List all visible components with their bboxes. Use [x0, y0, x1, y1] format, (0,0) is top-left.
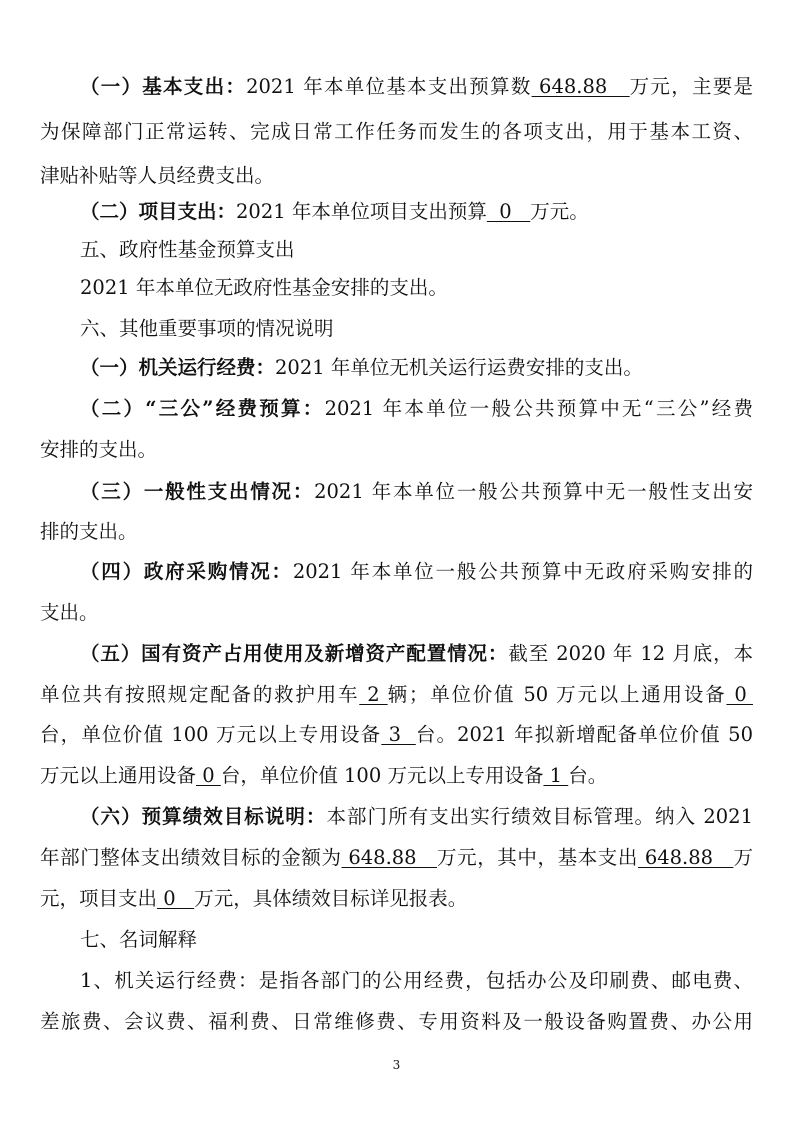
value-ambulances: 2 — [359, 683, 388, 706]
para-procurement — [80, 558, 753, 586]
text-line — [40, 762, 753, 790]
text: 本部门所有支出实行绩效目标管理。纳入 2021 — [326, 805, 753, 828]
value-performance-project: 0 — [157, 887, 195, 910]
section-heading-7: 七、名词解释 — [80, 928, 198, 951]
value-basic-amount: 648.88 — [531, 75, 630, 98]
text: 年部门整体支出绩效目标的金额为 — [40, 846, 342, 869]
text: 2021 年本单位一般公共预算中无政府采购安排的 — [292, 560, 753, 583]
text-line — [40, 721, 753, 749]
para-basic-expenditure — [80, 73, 753, 101]
text-line — [40, 844, 753, 872]
text: 2021 年本单位项目支出预算 — [236, 200, 487, 223]
text: 2021 年单位无机关运行运费安排的支出。 — [275, 356, 643, 379]
text: 台。2021 年拟新增配备单位价值 50 — [415, 723, 753, 746]
text: 元，项目支出 — [40, 887, 158, 910]
text-line: 津贴补贴等人员经费支出。 — [40, 164, 275, 187]
text: 万元，主要是 — [629, 75, 753, 98]
heading-operating-funds: （一）机关运行经费： — [80, 356, 276, 379]
heading-state-assets: （五）国有资产占用使用及新增资产配置情况： — [80, 642, 509, 665]
text-line: 支出。 — [40, 601, 99, 624]
section-heading-5: 五、政府性基金预算支出 — [80, 238, 295, 261]
para-project-expenditure — [80, 198, 753, 226]
page-number: 3 — [392, 1058, 401, 1072]
text: 万元，其中，基本支出 — [436, 846, 639, 869]
value-performance-total: 648.88 — [341, 846, 437, 869]
heading-project-expenditure: （二）项目支出： — [80, 200, 237, 223]
heading-general-expenditure: （三）一般性支出情况： — [80, 480, 315, 503]
text: 单位共有按照规定配备的救护用车 — [40, 683, 360, 706]
text: 2021 年本单位基本支出预算数 — [246, 75, 532, 98]
text-line: 2021 年本单位无政府性基金安排的支出。 — [80, 276, 448, 299]
value-general-equipment: 0 — [726, 683, 753, 706]
heading-basic-expenditure: （一）基本支出： — [80, 75, 247, 98]
text-line: 排的支出。 — [40, 520, 138, 543]
section-heading-6: 六、其他重要事项的情况说明 — [80, 317, 334, 340]
para-performance-targets — [80, 803, 753, 831]
para-three-public — [80, 395, 753, 423]
value-performance-basic: 648.88 — [638, 846, 734, 869]
text: 2021 年本单位一般公共预算中无“三公”经费 — [324, 397, 753, 420]
heading-performance-targets: （六）预算绩效目标说明： — [80, 805, 327, 828]
text: 万 — [733, 846, 753, 869]
para-state-assets — [80, 640, 753, 668]
value-new-general-equipment: 0 — [196, 764, 221, 787]
text: 万元以上通用设备 — [40, 764, 197, 787]
text: 2021 年本单位一般公共预算中无一般性支出安 — [314, 480, 753, 503]
text-line — [40, 681, 753, 709]
heading-three-public: （二）“三公”经费预算： — [80, 397, 325, 420]
text-line: 差旅费、会议费、福利费、日常维修费、专用资料及一般设备购置费、办公用 — [40, 1010, 753, 1033]
value-project-amount: 0 — [486, 200, 531, 223]
text-line: 为保障部门正常运转、完成日常工作任务而发生的各项支出，用于基本工资、 — [40, 120, 753, 143]
text-line: 1、机关运行经费：是指各部门的公用经费，包括办公及印刷费、邮电费、 — [80, 969, 753, 992]
value-special-equipment: 3 — [381, 723, 416, 746]
text: 辆；单位价值 50 万元以上通用设备 — [387, 683, 727, 706]
text: 台，单位价值 100 万元以上专用设备 — [40, 723, 382, 746]
heading-procurement: （四）政府采购情况： — [80, 560, 293, 583]
text: 万元，具体绩效目标详见报表。 — [194, 887, 468, 910]
para-general-expenditure — [80, 478, 753, 506]
text: 万元。 — [530, 200, 589, 223]
text: 台，单位价值 100 万元以上专用设备 — [220, 764, 544, 787]
text-line — [40, 885, 753, 913]
value-new-special-equipment: 1 — [543, 764, 569, 787]
para-operating-funds — [80, 354, 753, 382]
text: 台。 — [568, 764, 608, 787]
text: 截至 2020 年 12 月底，本 — [508, 642, 753, 665]
text-line: 安排的支出。 — [40, 438, 158, 461]
